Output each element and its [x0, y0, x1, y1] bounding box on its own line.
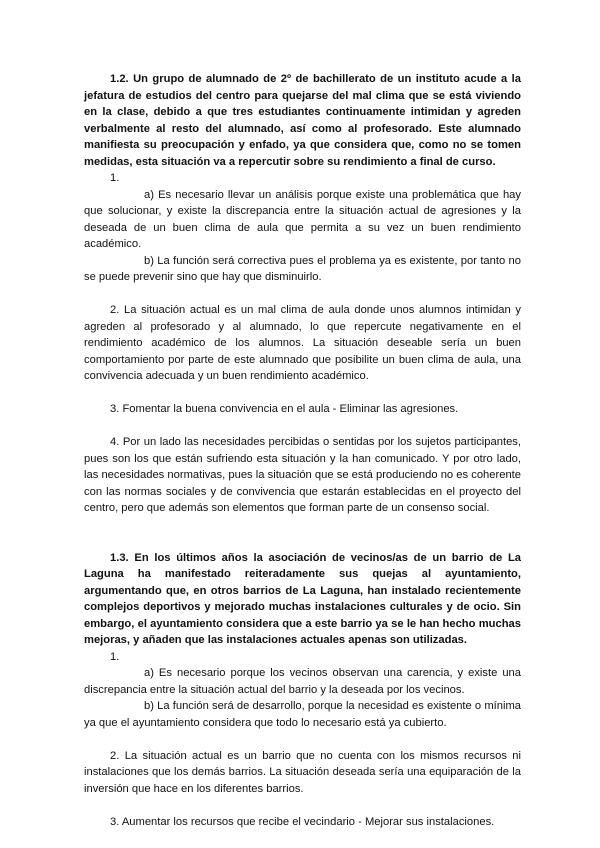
section-1-3-item-1-label: 1.: [110, 650, 120, 663]
section-1-2-item-3: 3. Fomentar la buena convivencia en el aula - Eliminar las agresiones.: [110, 403, 459, 415]
section-1-3-heading: 1.3. En los últimos años la asociación de vecinos/as de un barrio de La Laguna ha manifestado reiteradamente sus quejas al ayuntamiento, argumentando que, en otros barrios de La Laguna, han instalado recientemente complejos deportivos y mejorado muchas instalaciones culturales y de ocio. Sin embargo, el ayuntamiento considera que a este barrio ya se le han hecho muchas mejoras, y añaden que las instalaciones actuales apenas son utilizadas.: [84, 551, 521, 646]
section-1-3-item-1b: b) La función será de desarrollo, porque la necesidad es existente o mínima ya que el ayuntamiento considera que todo lo necesario está ya cubierto.: [84, 700, 521, 729]
section-1-3-item-2: 2. La situación actual es un barrio que no cuenta con los mismos recursos ni instalaciones que los demás barrios. La situación deseada sería una equiparación de la inversión que hace en los diferentes barrios.: [84, 749, 521, 795]
section-1-3-item-1a: a) Es necesario porque los vecinos observan una carencia, y existe una discrepancia entre la situación actual del barrio y la deseada por los vecinos.: [84, 667, 521, 696]
section-1-2-item-1a: a) Es necesario llevar un análisis porque existe una problemática que hay que solucionar, y existe la discrepancia entre la situación actual de agresiones y la deseada de un buen clima de aula que permita a su vez un buen rendimiento académico.: [84, 188, 521, 250]
section-1-2-item-1-label: 1.: [110, 172, 120, 184]
section-1-2-item-2: 2. La situación actual es un mal clima de aula donde unos alumnos intimidan y agreden al profesorado y al alumnado, lo que repercute negativamente en el rendimiento académico de los alumnos. La situación deseable sería un buen comportamiento por parte de este alumnado que posibilite un buen clima de aula, una convivencia adecuada y un buen rendimiento académico.: [84, 304, 521, 382]
document-body: [84, 71, 521, 830]
section-1-3-item-3: 3. Aumentar los recursos que recibe el vecindario - Mejorar sus instalaciones.: [110, 815, 495, 828]
section-1-2-item-4: 4. Por un lado las necesidades percibidas o sentidas por los sujetos participantes, pues son los que están sufriendo esta situación y la han comunicado. Y por otro lado, las necesidades normativas, pues la situación que se está produciendo no es coherente con las normas sociales y de convivencia que estarán establecidas en el proyecto del centro, pero que además son elementos que forman parte de un consenso social.: [84, 436, 521, 514]
section-1-2-item-1b: b) La función será correctiva pues el problema ya es existente, por tanto no se puede prevenir sino que hay que disminuirlo.: [84, 254, 521, 283]
section-1-2-heading: 1.2. Un grupo de alumnado de 2º de bachillerato de un instituto acude a la jefatura de estudios del centro para quejarse del mal clima que se está viviendo en la clase, debido a que tres estudiantes continuamente intimidan y agreden verbalmente al resto del alumnado, así como al profesorado. Este alumnado manifiesta su preocupación y enfado, ya que considera que, como no se tomen medidas, esta situación va a repercutir sobre su rendimiento a final de curso.: [84, 73, 521, 168]
